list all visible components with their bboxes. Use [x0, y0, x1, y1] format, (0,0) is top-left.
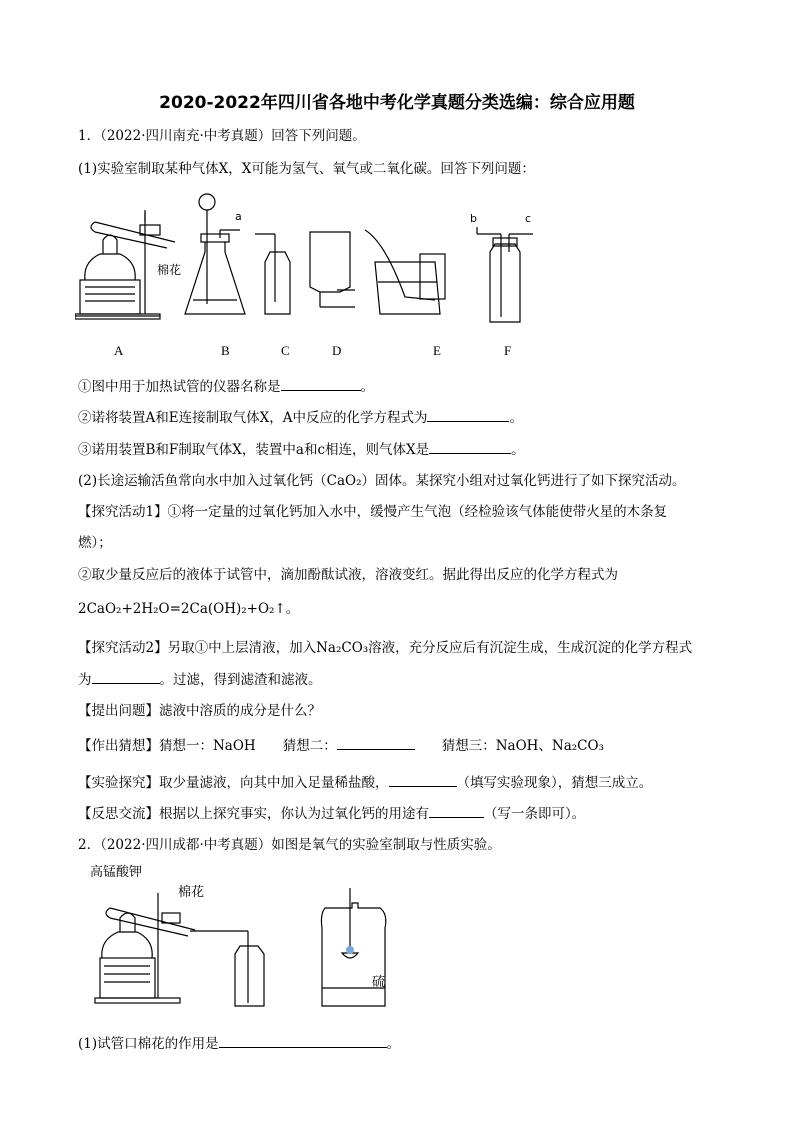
- flame-icon: [346, 946, 354, 954]
- q1-part2: (2)长途运输活鱼常向水中加入过氧化钙（CaO₂）固体。某探究小组对过氧化钙进行了如下探究活动。: [78, 473, 686, 489]
- q2-intro: 2．（2022·四川成都·中考真题）如图是氧气的实验室制取与性质实验。: [78, 837, 501, 853]
- q1-act2-a: 【探究活动2】另取①中上层清液，加入Na₂CO₃溶液，充分反应后有沉淀生成，生成沉淀的化学方程式: [78, 640, 693, 656]
- q1-act2-b: 为 。过滤，得到滤渣和滤液。: [78, 672, 322, 688]
- q1-reflect: 【反思交流】根据以上探究事实，你认为过氧化钙的用途有 （写一条即可）。: [78, 806, 586, 822]
- fig2-kmno4-label: 高锰酸钾: [90, 865, 143, 880]
- answer-blank-8[interactable]: [219, 1034, 387, 1048]
- q2-s1: (1)试管口棉花的作用是 。: [78, 1036, 401, 1052]
- fig1-cotton-label: 棉花: [157, 263, 182, 277]
- fig1-a-label: a: [235, 210, 242, 223]
- answer-blank-4[interactable]: [92, 670, 160, 684]
- q1-act1-a: 【探究活动1】①将一定量的过氧化钙加入水中，缓慢产生气泡（经检验该气体能使带火星的木条复: [78, 504, 668, 520]
- q1-s1: ①图中用于加热试管的仪器名称是 。: [78, 379, 374, 395]
- fig1-c-label: c: [525, 212, 532, 225]
- fig2-cotton-label: 棉花: [178, 885, 205, 900]
- q1-guess: 【作出猜想】猜想一：NaOH 猜想二： 猜想三：NaOH、Na₂CO₃: [78, 738, 604, 754]
- q1-s3: ③诺用装置B和F制取气体X，装置中a和c相连，则气体X是 。: [78, 442, 525, 458]
- fig-label-D: D: [332, 343, 342, 358]
- fig-label-B: B: [221, 343, 230, 358]
- q1-experiment: 【实验探究】取少量滤液，向其中加入足量稀盐酸， （填写实验现象），猜想三成立。: [78, 775, 653, 791]
- apparatus-figure-1: [75, 192, 535, 332]
- answer-blank-1[interactable]: [281, 377, 361, 391]
- fig-label-F: F: [504, 343, 512, 358]
- fig1-b-label: b: [470, 212, 477, 225]
- fig-label-E: E: [433, 343, 441, 358]
- fig-label-C: C: [281, 343, 290, 358]
- answer-blank-3[interactable]: [429, 440, 511, 454]
- answer-blank-6[interactable]: [389, 773, 457, 787]
- q1-intro: 1．（2022·四川南充·中考真题）回答下列问题。: [78, 128, 366, 144]
- answer-blank-2[interactable]: [427, 408, 509, 422]
- q1-part1: (1)实验室制取某种气体X，X可能为氢气、氧气或二氧化碳。回答下列问题：: [78, 161, 535, 177]
- fig2-sulfur-label: 硫: [372, 975, 386, 990]
- q1-act1-b: 燃）；: [78, 535, 112, 551]
- answer-blank-5[interactable]: [337, 736, 415, 750]
- apparatus-figure-2: [90, 858, 420, 1018]
- q1-question: 【提出问题】滤液中溶质的成分是什么？: [78, 703, 321, 719]
- q1-s2: ②诺将装置A和E连接制取气体X，A中反应的化学方程式为 。: [78, 410, 523, 426]
- q1-equation: 2CaO₂+2H₂O=2Ca(OH)₂+O₂↑。: [78, 601, 300, 617]
- fig-label-A: A: [114, 343, 124, 358]
- page-title: 2020-2022年四川省各地中考化学真题分类选编：综合应用题: [159, 93, 635, 113]
- answer-blank-7[interactable]: [429, 804, 484, 818]
- q1-act1-c: ②取少量反应后的液体于试管中，滴加酚酞试液，溶液变红。据此得出反应的化学方程式为: [78, 567, 618, 583]
